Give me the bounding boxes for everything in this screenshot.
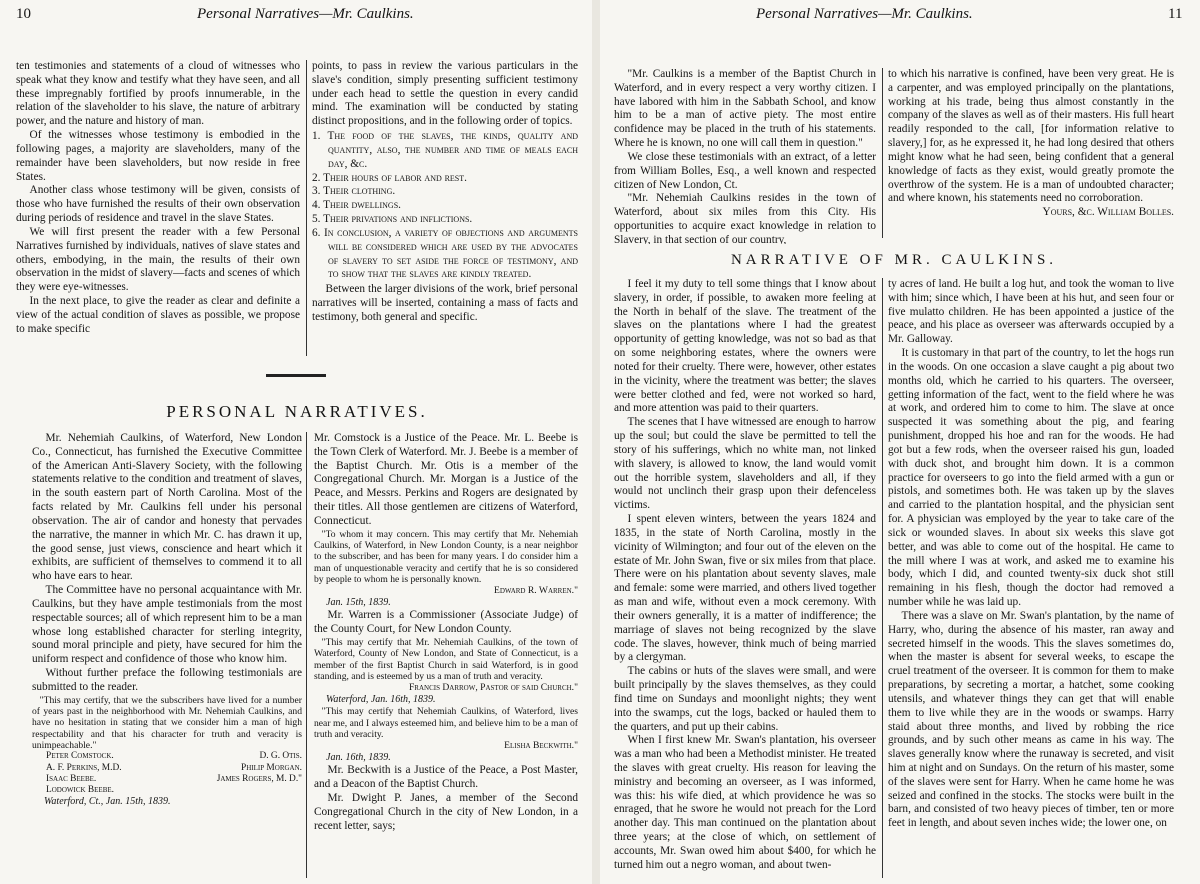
certificate: [32, 695, 302, 752]
signer: Lodowick Beebe.: [46, 785, 114, 796]
paragraph: We will first present the reader with a few Personal Narratives furnished by individuals, natives of slave states and others, embodying, in the main, the results of their own observation in the midst of slavery—facts and scenes of which they were eye-witnesses.: [16, 225, 300, 294]
certificate-text: "To whom it may concern. This may certify that Mr. Nehemiah Caulkins, of Waterford, in New London County, is a near neighbor to the subscriber, and has been for many years. I do consider him a man of unquestionable veracity and certify that he is so considered by people to whom he is personally known.: [314, 528, 578, 586]
paragraph: ten testimonies and statements of a cloud of witnesses who speak what they know and testify what they have seen, and all these impregnably fortified by proofs innumerable, in the relation of the slaveholder to his slave, the nature of arbitrary power, and the nature and history of man.: [16, 60, 300, 128]
certificate: [314, 706, 578, 740]
certificate-date: Jan. 16th, 1839.: [326, 751, 391, 763]
paragraph: "Mr. Nehemiah Caulkins resides in the town of Waterford, about six miles from this City. His opportunities to acquire exact knowledge in relation to Slavery, in that section of our country,: [614, 192, 876, 244]
paragraph: The cabins or huts of the slaves were small, and were built principally by the slaves themselves, as they could find time on Sundays and moonlight nights; they went into the swamps, cut the logs, backed or hauled them to the quarters, and put up their cabins.: [614, 665, 876, 733]
page-number: 11: [1168, 6, 1183, 22]
running-head: Personal Narratives—Mr. Caulkins.: [197, 6, 414, 22]
running-head: Personal Narratives—Mr. Caulkins.: [756, 6, 973, 22]
letter-column-1: [614, 68, 876, 244]
topic-item: 2. Their hours of labor and rest.: [312, 171, 467, 184]
topic-item: 1. The food of the slaves, the kinds, quality and quantity, also, the number and time of meals each day, &c.: [312, 130, 578, 170]
paragraph: Mr. Warren is a Commissioner (Associate Judge) of the County Court, for New London County.: [314, 609, 578, 636]
left-page: [0, 0, 592, 884]
page-number: 10: [16, 6, 31, 22]
letter-column-2: [888, 68, 1174, 244]
signer-row: [32, 763, 302, 774]
column-rule: [882, 68, 883, 238]
certificate-text: "This may certify that Nehemiah Caulkins, of Waterford, lives near me, and I always esteemed him, and believe him to be a man of truth and veracity.: [314, 706, 578, 740]
signer-row: [32, 751, 302, 762]
signer: James Rogers, M. D.": [216, 773, 302, 784]
column-rule: [306, 60, 307, 356]
book-gutter: [592, 0, 600, 884]
column-rule: [882, 278, 883, 878]
right-page: [600, 0, 1200, 884]
certificate-signer: Elisha Beckwith.": [504, 740, 578, 752]
paragraph: Mr. Dwight P. Janes, a member of the Second Congregational Church in the city of New London, in a recent letter, says;: [314, 791, 578, 832]
letter-signature: Yours, &c. William Bolles.: [1042, 206, 1174, 219]
section-title: PERSONAL NARRATIVES.: [166, 402, 428, 421]
narrative-column-2: [314, 432, 578, 880]
paragraph: The Committee have no personal acquaintance with Mr. Caulkins, but they have ample testimonials from the most respectable sources; all of which represent him to be a man whose long established character for sterling integrity, sound moral principle and piety, have secured for him the uniform respect and confidence of those who know him.: [32, 584, 302, 666]
column-rule: [306, 432, 307, 878]
section-rule: [266, 374, 326, 377]
paragraph: Mr. Nehemiah Caulkins, of Waterford, New London Co., Connecticut, has furnished the Executive Committee of the American Anti-Slavery Society, with the following statements relative to the condition and treatment of slaves, in the south eastern part of North Carolina. Most of the facts related by Mr. Caulkins fell under his personal observation. The air of candor and honesty that pervades the narrative, the manner in which Mr. C. has drawn it up, the good sense, just views, conscience and heart which it exhibits, are sufficient of themselves to commend it to all who have ears to hear.: [32, 432, 302, 583]
paragraph: Another class whose testimony will be given, consists of those who have furnished the results of their own observation during periods of residence and travel in the slave States.: [16, 184, 300, 225]
intro-column-2: [312, 60, 578, 360]
topics-list: [312, 130, 578, 282]
paragraph: I feel it my duty to tell some things that I know about slavery, in order, if possible, to awaken more feeling at the North in behalf of the slave. The treatment of the slaves on the plantations where I had the greatest opportunity of getting knowledge, was not so bad as that on some neighboring estates, where the owners were noted for their cruelty. There were, however, other estates in the vicinity, where the treatment was better; the slaves were better clothed and fed, were not worked so hard, and more attention was paid to their quarters.: [614, 278, 876, 415]
paragraph: I spent eleven winters, between the years 1824 and 1835, in the state of North Carolina, mostly in the vicinity of Wilmington; and four out of the eleven on the estate of Mr. John Swan, five or six miles from that place. There were on his plantation about seventy slaves, male and female: some were married, and others lived together as man and wife, without even a mock ceremony. With their owners generally, it is a matter of indifference; the marriage of slaves not being recognized by the slave code. The slaves, however, think much of being married by a clergyman.: [614, 513, 876, 664]
topic-item: 4. Their dwellings.: [312, 199, 401, 212]
paragraph: points, to pass in review the various particulars in the slave's condition, simply presenting sufficient testimony under each head to settle the question in every candid mind. The examination will be conducted by stating distinct propositions, and in the following order of topics.: [312, 60, 578, 128]
narrative-column-1: [32, 432, 302, 880]
certificate-signer: Francis Darrow, Pastor of said Church.": [408, 682, 578, 694]
paragraph: It is customary in that part of the country, to let the hogs run in the woods. On one occasion a slave caught a pig about two months old, which he carried to his quarters. The overseer, getting information of the fact, went to the field where he was at work, and ordered him to come to him. The slave at once suspected it was something about the pig, and fearing punishment, dropped his hoe and ran for the woods. He had got but a few rods, when the overseer raised his gun, loaded with duck shot, and brought him down. It is a common practice for overseers to go into the field armed with a gun or pistols, and sometimes both. He was taken up by the slaves and carried to the plantation hospital, and the physician sent for. A physician was employed by the year to take care of the sick or wounded slaves. In about six weeks this slave got better, and was able to come out of the hospital. He came to the mill where I was at work, and asked me to examine his body, which I did, and counted twenty-six duck shot still remaining in his flesh, though the doctor had removed a number while he was laid up.: [888, 347, 1174, 609]
certificate-signer: Edward R. Warren.": [493, 585, 578, 597]
certificate-text: "This may certify, that we the subscribers have lived for a number of years past in the neighborhood with Mr. Nehemiah Caulkins, and have no hesitation in stating that we consider him a man of high respectability and that his character for truth and veracity is unimpeachable.": [32, 694, 302, 751]
paragraph: Mr. Comstock is a Justice of the Peace. Mr. L. Beebe is the Town Clerk of Waterford. Mr. J. Beebe is a member of the Baptist Church. Mr. Otis is a member of the Congregational Church. Mr. Morgan is a Justice of the Peace, and Messrs. Perkins and Rogers are designated by their titles. All those gentlemen are citizens of Waterford, Connecticut.: [314, 432, 578, 527]
certificate-date: Jan. 15th, 1839.: [326, 597, 391, 609]
signer: Isaac Beebe.: [46, 773, 97, 784]
topic-item: 3. Their clothing.: [312, 185, 396, 198]
paragraph: Without further preface the following testimonials are submitted to the reader.: [32, 667, 302, 693]
certificate-text: "This may certify that Mr. Nehemiah Caulkins, of the town of Waterford, County of New London, and State of Connecticut, is a member of the first Baptist Church in said Waterford, is in good standing, and is esteemed by us a man of truth and veracity.: [314, 637, 578, 682]
certificate-date: Waterford, Ct., Jan. 15th, 1839.: [44, 796, 171, 808]
paragraph: Mr. Beckwith is a Justice of the Peace, a Post Master, and a Deacon of the Baptist Church.: [314, 764, 578, 791]
topic-item: 5. Their privations and inflictions.: [312, 213, 473, 226]
section-title: NARRATIVE OF MR. CAULKINS.: [730, 252, 1058, 268]
signer: Philip Morgan.: [240, 762, 302, 773]
paragraph: We close these testimonials with an extract, of a letter from William Bolles, Esq., a well known and respected citizen of New London, Ct.: [614, 150, 876, 191]
certificate: [314, 637, 578, 682]
signer: D. G. Otis.: [259, 751, 302, 762]
narrative-column-2: [888, 278, 1174, 880]
narrative-column-1: [614, 278, 876, 880]
paragraph: When I first knew Mr. Swan's plantation, his overseer was a man who had been a Methodist minister. He treated the slaves with great cruelty. His reason for leaving the ministry and becoming an overseer, as I was informed, was this: his wife died, at which providence he was so enraged, that he swore he would not preach for the Lord another day. This man continued on the plantation about three years; at the close of which, on settlement of accounts, Mr. Swan owed him about $400, for which he turned him out a negro woman, and about twen-: [614, 734, 876, 871]
signer-row: [32, 774, 302, 785]
topic-item: 6. In conclusion, a variety of objections and arguments will be considered which are used by the advocates of slavery to set aside the force of testimony, and to show that the slaves are kindly treated.: [312, 226, 578, 281]
paragraph: "Mr. Caulkins is a member of the Baptist Church in Waterford, and in every respect a very worthy citizen. I have labored with him in the Sabbath School, and know him to be a man of active piety. The most entire confidence may be placed in the truth of his statements. Where he is known, no one will call them in question.": [614, 68, 876, 150]
paragraph: to which his narrative is confined, have been very great. He is a carpenter, and was employed principally on the plantations, working at his trade, being thus almost constantly in the company of the slaves as well as of their masters. His full heart readily responded to the call, [for information relative to slavery,] for, as he expressed it, he had long desired that others might know what he had seen, being confident that a general knowledge of facts as they exist, would greatly promote the overthrow of the system. He is a man of undoubted character; and where known, his statements need no corroboration.: [888, 68, 1174, 205]
paragraph: The scenes that I have witnessed are enough to harrow up the soul; but could the slave be permitted to tell the story of his sufferings, which no white man, not linked with slavery, is allowed to know, the land would vomit out the horrible system, slaveholders and all, if they would not unclinch their grasp upon their defenceless victims.: [614, 416, 876, 512]
certificate-date: Waterford, Jan. 16th, 1839.: [326, 694, 436, 706]
signer: Peter Comstock.: [46, 751, 114, 762]
paragraph: ty acres of land. He built a log hut, and took the woman to live with him; since which, I have been at his hut, and seen four or five mulatto children. He has been appointed a justice of the peace, and his place as overseer was afterwards occupied by a Mr. Galloway.: [888, 278, 1174, 346]
paragraph: There was a slave on Mr. Swan's plantation, by the name of Harry, who, during the absence of his master, ran away and secreted himself in the woods. This the slaves sometimes do, when the master is absent for several weeks, to escape the cruel treatment of the overseer. It is common for them to make preparations, by secreting a mortar, a hatchet, some cooking utensils, and whatever things they can get that will enable them to live while they are in the woods or swamps. Harry staid about three months, and lived by robbing the rice grounds, and by such other means as came in his way. The slaves generally know where the runaway is secreted, and visit him at night and on Sundays. On the return of his master, some of the slaves were sent for Harry. When he came home he was seized and confined in the stocks. The stocks were built in the barn, and consisted of two heavy pieces of timber, ten or more feet in length, and about seven inches wide; the lower one, on: [888, 609, 1174, 830]
signer-row: [32, 785, 302, 796]
signer: A. F. Perkins, M.D.: [46, 762, 122, 773]
intro-column-1: [16, 60, 300, 360]
certificate: [314, 529, 578, 586]
paragraph: Between the larger divisions of the work, brief personal narratives will be inserted, containing a mass of facts and testimony, both general and specific.: [312, 283, 578, 323]
paragraph: Of the witnesses whose testimony is embodied in the following pages, a majority are slaveholders, many of the remainder have been slaveholders, but now reside in free States.: [16, 129, 300, 183]
paragraph: In the next place, to give the reader as clear and definite a view of the actual condition of slaves as possible, we propose to make specific: [16, 295, 300, 335]
